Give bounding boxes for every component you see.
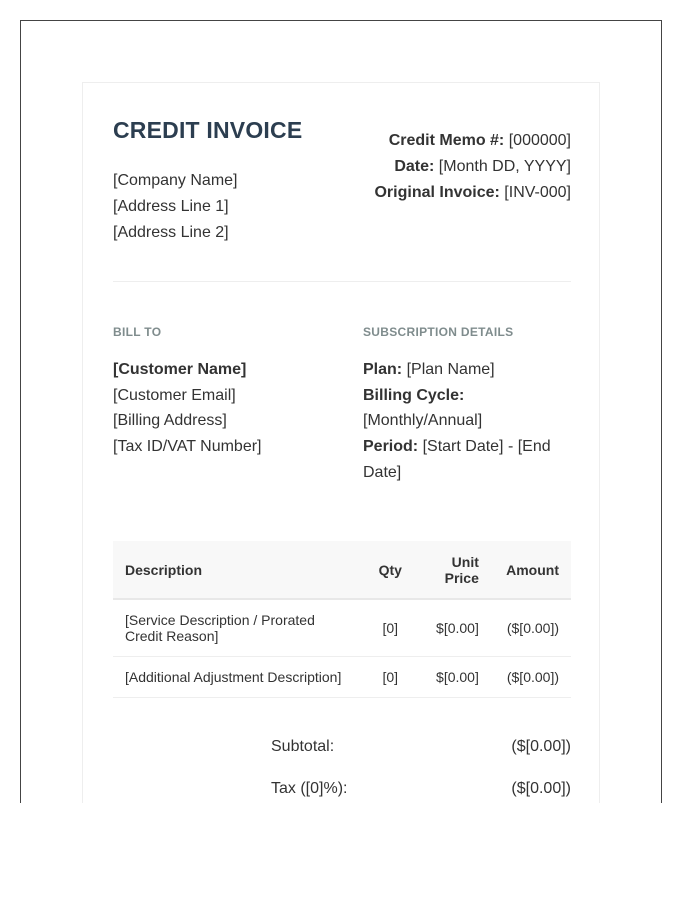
plan-value: [Plan Name] — [406, 361, 495, 378]
tax-label: Tax ([0]%): — [271, 780, 348, 797]
row-description: [Additional Adjustment Description] — [113, 657, 366, 698]
credit-memo-value: [000000] — [508, 132, 571, 149]
billing-cycle-value: [Monthly/Annual] — [363, 412, 483, 430]
billing-cycle-row — [363, 383, 571, 434]
date-value: [Month DD, YYYY] — [438, 158, 571, 175]
billing-address: [Billing Address] — [113, 412, 227, 430]
company-address-line-2: [Address Line 2] — [113, 224, 229, 241]
invoice-meta — [374, 128, 571, 206]
company-name: [Company Name] — [113, 172, 238, 189]
subtotal-row — [271, 733, 571, 775]
period-row — [363, 434, 571, 485]
company-address-line-1: [Address Line 1] — [113, 198, 229, 215]
row-amount: ($[0.00]) — [491, 657, 571, 698]
row-qty: [0] — [366, 599, 415, 657]
period-label: Period: — [363, 438, 419, 456]
customer-email: [Customer Email] — [113, 386, 236, 404]
line-items-table — [113, 541, 571, 698]
company-info — [113, 168, 238, 246]
customer-name: [Customer Name] — [113, 361, 247, 378]
invoice-title: CREDIT INVOICE — [113, 117, 303, 143]
subscription-details — [363, 357, 571, 486]
original-invoice-value: [INV-000] — [504, 184, 571, 201]
subtotal-label: Subtotal: — [271, 738, 335, 755]
credit-invoice-document — [82, 82, 600, 803]
row-unit-price: $[0.00] — [415, 599, 491, 657]
tax-id: [Tax ID/VAT Number] — [113, 438, 262, 456]
bill-to-details — [113, 357, 333, 460]
date-label: Date: — [394, 158, 435, 175]
billing-cycle-label: Billing Cycle: — [363, 386, 465, 404]
header-divider — [113, 281, 571, 282]
header-amount: Amount — [491, 541, 571, 599]
original-invoice-row — [374, 180, 571, 206]
header-qty: Qty — [366, 541, 415, 599]
table-row — [113, 599, 571, 657]
subtotal-value: ($[0.00]) — [511, 738, 571, 755]
tax-row — [271, 775, 571, 803]
row-amount: ($[0.00]) — [491, 599, 571, 657]
period-value: [Start Date] - [End Date] — [363, 438, 551, 481]
row-unit-price: $[0.00] — [415, 657, 491, 698]
bill-to-label: BILL TO — [113, 325, 162, 339]
credit-memo-row — [374, 128, 571, 154]
date-row — [374, 154, 571, 180]
plan-row — [363, 357, 571, 383]
original-invoice-label: Original Invoice: — [374, 184, 500, 201]
subscription-details-label: SUBSCRIPTION DETAILS — [363, 325, 514, 339]
plan-label: Plan: — [363, 361, 403, 378]
row-description: [Service Description / Prorated Credit Reason] — [113, 599, 366, 657]
row-qty: [0] — [366, 657, 415, 698]
table-row — [113, 657, 571, 698]
header-unit-price: Unit Price — [415, 541, 491, 599]
tax-value: ($[0.00]) — [511, 780, 571, 797]
totals-section — [271, 733, 571, 803]
table-header-row — [113, 541, 571, 599]
credit-memo-label: Credit Memo #: — [388, 132, 505, 149]
document-viewport — [20, 20, 662, 803]
header-description: Description — [113, 541, 366, 599]
